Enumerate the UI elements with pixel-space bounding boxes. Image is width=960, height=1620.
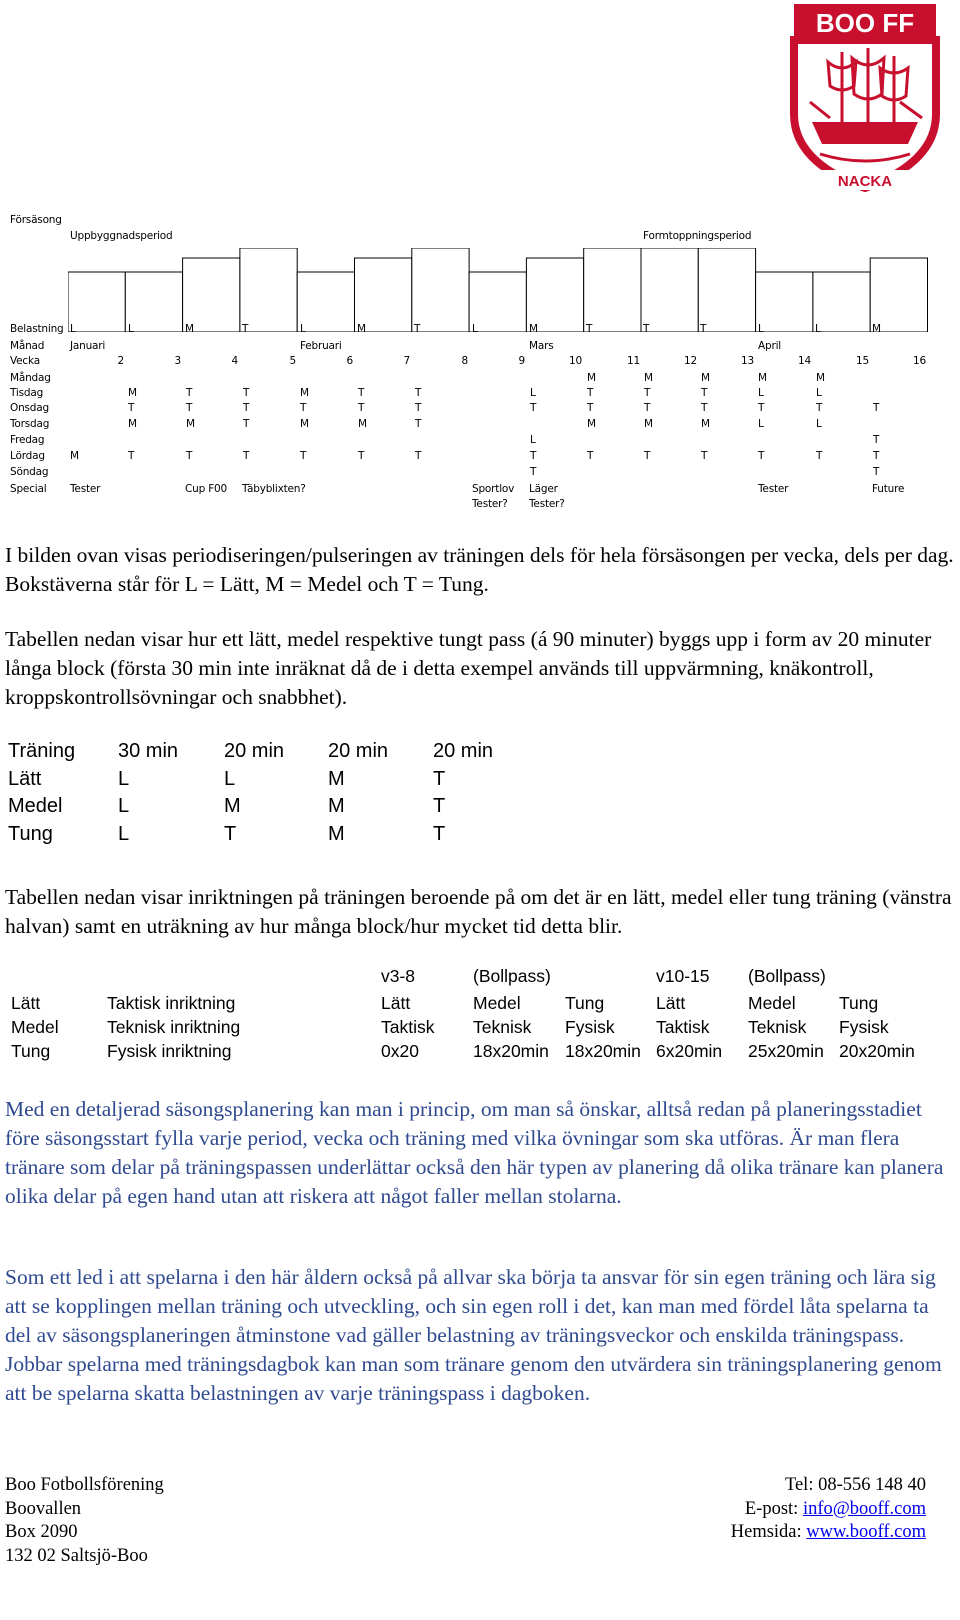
special-cup: Cup F00 (185, 483, 227, 495)
lordag-cell: M (70, 450, 79, 462)
onsdag-cell: T (701, 402, 708, 414)
footer-web-line (731, 1521, 926, 1545)
special-sportlov: Sportlov (472, 483, 515, 495)
mandag-cell: M (644, 372, 653, 384)
mandag-cell: M (816, 372, 825, 384)
footer-phone: Tel: 08-556 148 40 (784, 1475, 926, 1495)
block-table-cell: M (328, 823, 345, 845)
footer-address (5, 1474, 164, 1568)
week-number: 16 (913, 355, 926, 367)
week-number: 4 (231, 355, 238, 367)
sondag-cell: T (530, 466, 537, 478)
block-table-header: 20 min (224, 740, 285, 762)
focus-table-cell: Tung (839, 993, 879, 1013)
load-bar (68, 272, 125, 332)
belastning-cell: T (586, 323, 593, 335)
onsdag-cell: T (128, 402, 135, 414)
week-number: 14 (798, 355, 811, 367)
mandag-cell: M (758, 372, 767, 384)
lordag-cell: T (300, 450, 307, 462)
block-table-cell: Medel (8, 795, 63, 817)
row-header-special: Special (10, 483, 47, 495)
belastning-cell: T (700, 323, 707, 335)
focus-table-cell: 18x20min (565, 1041, 641, 1061)
focus-table-cell: Taktisk (656, 1017, 710, 1037)
focus-table-header: v10-15 (656, 966, 710, 986)
load-bar (870, 258, 927, 332)
onsdag-cell: T (530, 402, 537, 414)
focus-table-header: (Bollpass) (473, 966, 551, 986)
tisdag-cell: M (300, 387, 309, 399)
onsdag-cell: T (186, 402, 193, 414)
lordag-cell: T (530, 450, 537, 462)
period-label-build: Uppbyggnadsperiod (70, 230, 173, 242)
focus-table-cell: Lätt (656, 993, 686, 1013)
focus-table-cell: Tung (565, 993, 605, 1013)
belastning-cell: L (758, 323, 764, 335)
torsdag-cell: T (415, 418, 422, 430)
block-table-cell: L (224, 768, 236, 790)
block-table-cell: T (433, 795, 446, 817)
row-header-manad: Månad (10, 340, 45, 352)
lordag-cell: T (415, 450, 422, 462)
load-bar (412, 248, 469, 332)
week-number: 2 (117, 355, 124, 367)
focus-table-cell: 6x20min (656, 1041, 723, 1061)
focus-table-cell: Teknisk (473, 1017, 532, 1037)
week-number: 9 (518, 355, 525, 367)
belastning-cell: T (242, 323, 249, 335)
row-header-vecka: Vecka (10, 355, 40, 367)
load-bar (183, 258, 240, 332)
onsdag-cell: T (873, 402, 880, 414)
torsdag-cell: M (128, 418, 137, 430)
week-number: 7 (403, 355, 410, 367)
special-lager: Läger (529, 483, 558, 495)
torsdag-cell: T (243, 418, 250, 430)
lordag-cell: T (243, 450, 250, 462)
focus-table-cell: Lätt (11, 993, 41, 1013)
lordag-cell: T (186, 450, 193, 462)
week-number: 3 (174, 355, 181, 367)
row-header-onsdag: Onsdag (10, 402, 49, 414)
belastning-cell: L (70, 323, 76, 335)
logo-top-text: BOO FF (815, 8, 915, 38)
block-table-cell: Tung (8, 823, 53, 845)
paragraph-periodization: I bilden ovan visas periodiseringen/pulseringen av träningen dels för hela försäsongen per vecka, dels per dag. Bokstäverna står för L = Lätt, M = Medel och T = Tung. (5, 543, 954, 596)
week-number: 8 (461, 355, 468, 367)
onsdag-cell: T (358, 402, 365, 414)
lordag-cell: T (128, 450, 135, 462)
block-table-header: 30 min (118, 740, 179, 762)
month-cell: Februari (300, 340, 342, 352)
month-cell: April (758, 340, 781, 352)
mandag-cell: M (587, 372, 596, 384)
onsdag-cell: T (415, 402, 422, 414)
belastning-cell: L (815, 323, 821, 335)
load-bar (641, 248, 698, 332)
row-header-torsdag: Torsdag (10, 418, 50, 430)
load-bar-chart (68, 248, 960, 332)
paragraph-block-structure: Tabellen nedan visar hur ett lätt, medel respektive tungt pass (á 90 minuter) byggs upp i form av 20 minuter långa block (första 30 min inte inräknat då de i detta exempel används till uppvärmning, knäkontroll, kroppskontrollsövningar och snabbhet). (5, 627, 932, 709)
block-table-cell: L (118, 768, 130, 790)
block-table-cell: M (328, 795, 345, 817)
footer-contact (731, 1474, 926, 1545)
week-number: 10 (569, 355, 582, 367)
footer-venue: Boovallen (5, 1498, 82, 1519)
block-table-cell: T (224, 823, 237, 845)
special-sportlov_tester: Tester? (472, 498, 508, 510)
onsdag-cell: T (758, 402, 765, 414)
focus-table-cell: Fysisk inriktning (107, 1041, 232, 1061)
lordag-cell: T (644, 450, 651, 462)
onsdag-cell: T (644, 402, 651, 414)
load-bar (240, 248, 297, 332)
row-header-sondag: Söndag (10, 466, 49, 478)
tisdag-cell: L (816, 387, 822, 399)
lordag-cell: T (873, 450, 880, 462)
focus-table-cell: Teknisk inriktning (107, 1017, 241, 1037)
load-bar (526, 258, 583, 332)
sondag-cell: T (873, 466, 880, 478)
lordag-cell: T (587, 450, 594, 462)
torsdag-cell: L (816, 418, 822, 430)
belastning-cell: M (529, 323, 538, 335)
belastning-cell: M (185, 323, 194, 335)
lordag-cell: T (358, 450, 365, 462)
block-table-header: 20 min (433, 740, 494, 762)
focus-table-cell: Medel (473, 993, 521, 1013)
month-cell: Mars (529, 340, 554, 352)
row-header-belastning: Belastning (10, 323, 64, 335)
focus-table-cell: Teknisk (748, 1017, 807, 1037)
focus-table-cell: Fysisk (565, 1017, 615, 1037)
torsdag-cell: M (300, 418, 309, 430)
logo-bottom-text: NACKA (837, 173, 893, 190)
week-number: 13 (741, 355, 754, 367)
load-bar (698, 248, 755, 332)
load-bar (355, 258, 412, 332)
email-link[interactable]: info@booff.com (802, 1498, 926, 1519)
special-tabyblixten: Täbyblixten? (242, 483, 306, 495)
block-table (0, 738, 600, 858)
block-table-cell: L (118, 823, 130, 845)
belastning-cell: L (300, 323, 306, 335)
focus-table-cell: Fysisk (839, 1017, 889, 1037)
focus-table-cell: 20x20min (839, 1041, 915, 1061)
block-table-header: Träning (8, 740, 76, 762)
focus-table-cell: Medel (11, 1017, 59, 1037)
onsdag-cell: T (243, 402, 250, 414)
website-link[interactable]: www.booff.com (806, 1522, 926, 1542)
belastning-cell: L (128, 323, 134, 335)
focus-table-cell: Lätt (381, 993, 411, 1013)
footer-email-line (731, 1498, 926, 1522)
paragraph-focus: Tabellen nedan visar inriktningen på träningen beroende på om det är en lätt, medel eller tung träning (vänstra halvan) samt en uträkning av hur många block/hur mycket tid detta blir. (5, 885, 952, 938)
tisdag-cell: M (128, 387, 137, 399)
belastning-cell: T (414, 323, 421, 335)
tisdag-cell: T (243, 387, 250, 399)
fredag-cell: T (873, 434, 880, 446)
tisdag-cell: T (358, 387, 365, 399)
focus-table-cell: Medel (748, 993, 796, 1013)
footer-box: Box 2090 (5, 1522, 78, 1542)
week-number: 11 (627, 355, 640, 367)
block-table-header: 20 min (328, 740, 389, 762)
block-table-cell: T (433, 768, 446, 790)
row-header-lordag: Lördag (10, 450, 45, 462)
torsdag-cell: M (587, 418, 596, 430)
row-header-tisdag: Tisdag (10, 387, 44, 399)
onsdag-cell: T (816, 402, 823, 414)
focus-table-cell: Taktisk inriktning (107, 993, 236, 1013)
paragraph-detailed-planning: Med en detaljerad säsongsplanering kan man i princip, om man så önskar, alltså redan på planeringsstadiet före säsongsstart fylla varje period, vecka och träning med vilka övningar som ska utföras. Är man flera tränare som delar på träningspassen underlättar också den här typen av planering då olika tränare kan planera olika delar på egen hand utan att riskera att något faller mellan stolarna. (5, 1097, 944, 1208)
special-tester: Tester (70, 483, 101, 495)
focus-table (0, 964, 960, 1074)
focus-table-cell: Tung (11, 1041, 51, 1061)
torsdag-cell: M (644, 418, 653, 430)
belastning-cell: T (643, 323, 650, 335)
block-table-cell: M (328, 768, 345, 790)
week-number: 12 (684, 355, 697, 367)
footer-club-name: Boo Fotbollsförening (5, 1475, 164, 1495)
torsdag-cell: L (758, 418, 764, 430)
focus-table-header: (Bollpass) (748, 966, 826, 986)
week-number: 5 (289, 355, 296, 367)
block-table-cell: T (433, 823, 446, 845)
special-lager_tester: Tester? (529, 498, 565, 510)
tisdag-cell: T (644, 387, 651, 399)
special-tester2: Tester (758, 483, 789, 495)
tisdag-cell: L (758, 387, 764, 399)
tisdag-cell: L (530, 387, 536, 399)
footer-web-label: Hemsida: (730, 1522, 807, 1542)
row-header-fredag: Fredag (10, 434, 45, 446)
tisdag-cell: T (415, 387, 422, 399)
onsdag-cell: T (587, 402, 594, 414)
lordag-cell: T (816, 450, 823, 462)
month-cell: Januari (70, 340, 106, 352)
block-table-cell: Lätt (8, 768, 42, 790)
block-table-cell: M (224, 795, 241, 817)
belastning-cell: M (872, 323, 881, 335)
week-number: 15 (856, 355, 869, 367)
load-bar (813, 272, 870, 332)
focus-table-cell: 18x20min (473, 1041, 549, 1061)
torsdag-cell: M (358, 418, 367, 430)
belastning-cell: L (472, 323, 478, 335)
lordag-cell: T (758, 450, 765, 462)
tisdag-cell: T (186, 387, 193, 399)
belastning-cell: M (357, 323, 366, 335)
footer-postal: 132 02 Saltsjö-Boo (5, 1545, 148, 1566)
special-future: Future (872, 483, 905, 495)
lordag-cell: T (701, 450, 708, 462)
fredag-cell: L (530, 434, 536, 446)
load-bar (584, 248, 641, 332)
paragraph-player-responsibility: Som ett led i att spelarna i den här åldern också på allvar ska börja ta ansvar för sin egen träning och lära sig att se kopplingen mellan träning och utveckling, och sin egen roll i det, kan man med fördel låta spelarna ta del av säsongsplaneringen åtminstone vad gäller belastning av träningsveckor och enskilda träningspass. Jobbar spelarna med träningsdagbok kan man som tränare genom den utvärdera sin träningsplanering genom att be spelarna skatta belastningen av varje träningspass i dagboken. (5, 1265, 942, 1405)
focus-table-cell: 0x20 (381, 1041, 419, 1061)
season-title: Försäsong (10, 214, 62, 226)
torsdag-cell: M (186, 418, 195, 430)
torsdag-cell: M (701, 418, 710, 430)
week-number: 6 (346, 355, 353, 367)
footer-email-label: E-post: (744, 1498, 803, 1519)
tisdag-cell: T (701, 387, 708, 399)
mandag-cell: M (701, 372, 710, 384)
focus-table-cell: 25x20min (748, 1041, 824, 1061)
onsdag-cell: T (300, 402, 307, 414)
load-bar (756, 272, 813, 332)
season-plan-sheet (0, 0, 960, 530)
period-label-peak: Formtoppningsperiod (643, 230, 752, 242)
focus-table-cell: Taktisk (381, 1017, 435, 1037)
tisdag-cell: T (587, 387, 594, 399)
row-header-mandag: Måndag (10, 372, 51, 384)
focus-table-header: v3-8 (381, 966, 416, 986)
block-table-cell: L (118, 795, 130, 817)
